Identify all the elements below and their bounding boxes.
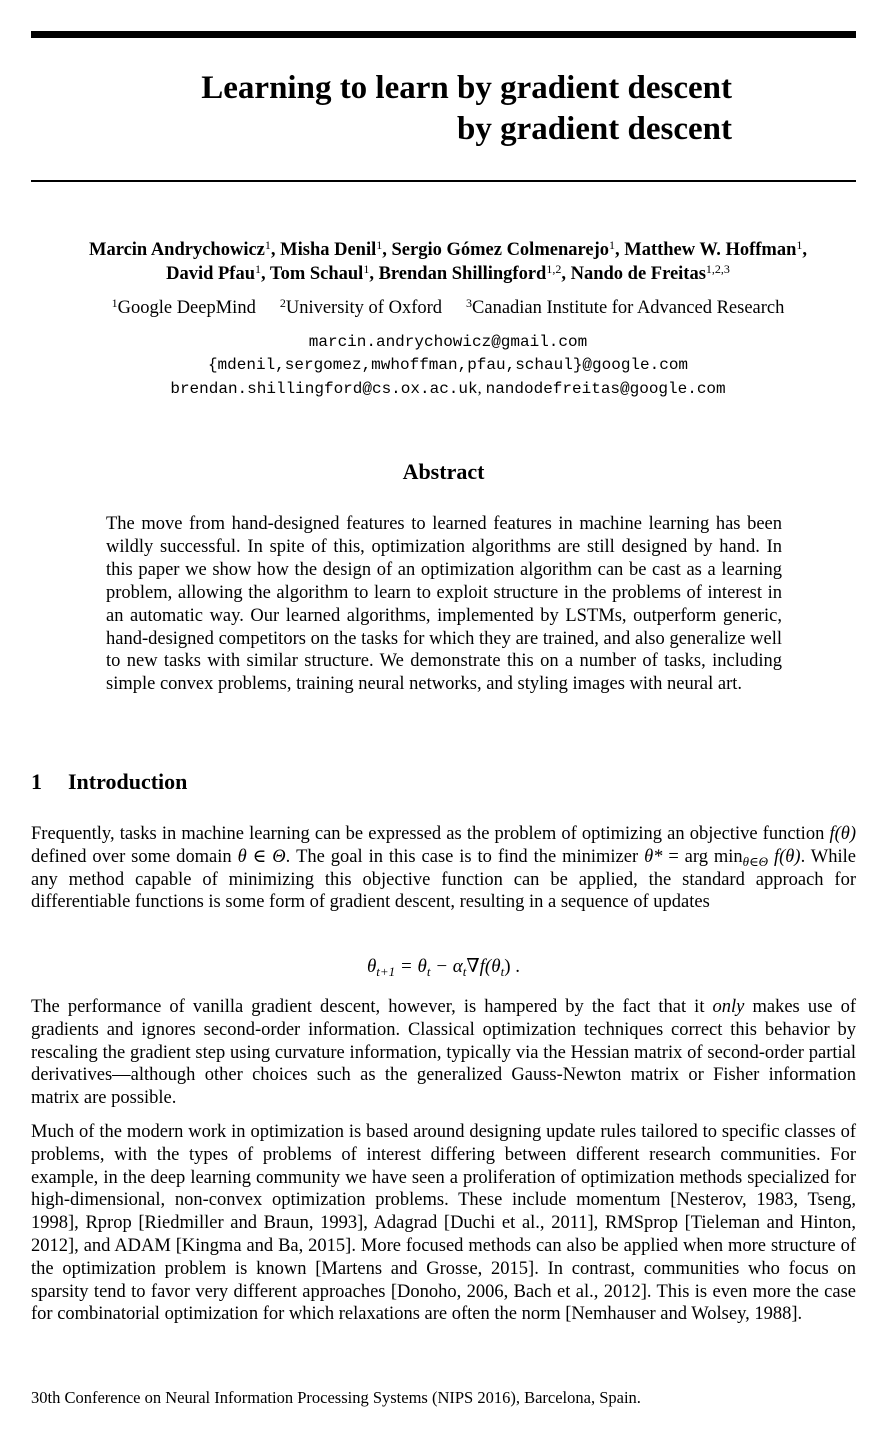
text-run: The performance of vanilla gradient descent, however, is hampered by the fact that it (31, 997, 713, 1017)
section-title: Introduction (68, 769, 188, 794)
intro-paragraph-3: Much of the modern work in optimization is based around designing update rules tailored to specific classes of problems, with the types of problems of interest differing between different research communities. For example, in the deep learning community we have seen a proliferation of optimization methods specialized for high-dimensional, non-convex optimization problems. These include momentum [Nesterov, 1983, Tseng, 1998], Rprop [Riedmiller and Braun, 1993], Adagrad [Duchi et al., 2011], RMSprop [Tieleman and Hinton, 2012], and ADAM [Kingma and Ba, 2015]. More focused methods can also be applied when more structure of the optimization problem is known [Martens and Grosse, 2015]. In contrast, communities who focus on sparsity tend to favor very different approaches [Donoho, 2006, Bach et al., 2012]. This is even more the case for combinatorial optimization for which relaxations are often the norm [Nemhauser and Wolsey, 1988]. (31, 1122, 856, 1325)
author-affiliation-mark: 1,2 (546, 262, 562, 276)
author-name: David Pfau (166, 264, 255, 284)
author-separator: , (802, 240, 808, 260)
text-run: . The goal in this case is to find the minimizer (285, 846, 645, 867)
text-run: makes use of gradients and ignores second-order information. Classical optimization techniques correct this behavior by rescaling the gradient step using curvature information, typically via the Hessian matrix of second-order partial derivatives—although other choices such as the generalized Gauss-Newton matrix or Fisher information matrix are possible. (31, 997, 856, 1109)
math-subscript: t (426, 964, 431, 979)
text-run: defined over some domain (31, 846, 238, 867)
math-inline: f(θ) (768, 846, 801, 867)
abstract-heading: Abstract (402, 459, 485, 484)
math-subscript: t+1 (376, 964, 396, 979)
title-bottom-rule (31, 180, 856, 182)
author-name: Matthew W. Hoffman (624, 240, 797, 260)
affiliation-name: University of Oxford (285, 298, 443, 318)
email-address: brendan.shillingford@cs.ox.ac.uk (170, 380, 478, 398)
author-affiliation-mark: 1 (608, 238, 615, 252)
email-address: nandodefreitas@google.com (485, 380, 726, 398)
math-inline: θ* (644, 846, 663, 867)
author-line-2 (20, 262, 876, 286)
affiliation-number: 3 (466, 296, 473, 310)
affiliation-number: 1 (111, 296, 118, 310)
emphasis: only (712, 997, 745, 1017)
author-separator: , (614, 240, 625, 260)
author-separator: , (561, 264, 571, 284)
math-subscript: θ∈Θ (742, 853, 769, 869)
author-affiliation-mark: 1 (255, 262, 261, 276)
title-line-2: by gradient descent (457, 111, 732, 147)
author-name: Marcin Andrychowicz (88, 240, 265, 260)
math-subscript: t (462, 964, 467, 979)
math-subscript: t (500, 964, 505, 979)
intro-paragraph-1 (31, 823, 856, 914)
email-block (20, 331, 876, 401)
conference-footnote: 30th Conference on Neural Information Processing Systems (NIPS 2016), Barcelona, Spain. (31, 1388, 641, 1407)
author-affiliation-mark: 1 (796, 238, 803, 252)
email-line-3: brendan.shillingford@cs.ox.ac.uk, nandodefreitas@google.com (170, 380, 726, 398)
affiliation-name: Google DeepMind (117, 298, 256, 318)
author-affiliation-mark: 1 (376, 238, 383, 252)
email-line-1: marcin.andrychowicz@gmail.com (308, 333, 588, 351)
author-line-1 (20, 238, 876, 262)
top-rule (31, 31, 856, 38)
math-symbol: − α (430, 956, 463, 977)
math-symbol: θ (366, 956, 377, 977)
author-separator: , (270, 240, 281, 260)
title-line-1: Learning to learn by gradient descent (201, 70, 732, 106)
author-separator: , (261, 264, 270, 284)
author-list (20, 238, 876, 286)
math-inline: θ ∈ Θ (237, 846, 286, 867)
author-name: Brendan Shillingford (378, 264, 547, 284)
section-heading (31, 768, 187, 796)
update-equation (31, 955, 856, 979)
section-number: 1 (31, 769, 42, 794)
math-symbol: ) . (504, 956, 521, 977)
author-affiliation-mark: 1,2,3 (705, 262, 730, 276)
math-inline: = arg min (662, 846, 743, 867)
math-symbol: = θ (395, 956, 427, 977)
author-affiliation-mark: 1 (264, 238, 271, 252)
affiliation-number: 2 (279, 296, 286, 310)
affiliation-name: Canadian Institute for Advanced Research (472, 298, 785, 318)
paper-title (31, 68, 732, 150)
author-separator: , (382, 240, 392, 260)
affiliations (20, 296, 876, 320)
text-run: . While any method capable of minimizing this objective function can be applied, the standard approach for differentiable functions is some form of gradient descent, resulting in a sequence of updates (31, 846, 856, 913)
author-separator: , (369, 264, 379, 284)
intro-paragraph-2 (31, 996, 856, 1110)
abstract-text: The move from hand-designed features to learned features in machine learning has been wildly successful. In spite of this, optimization algorithms are still designed by hand. In this paper we show how the design of an optimization algorithm can be cast as a learning problem, allowing the algorithm to learn to exploit structure in the problems of interest in an automatic way. Our learned algorithms, implemented by LSTMs, outperform generic, hand-designed competitors on the tasks for which they are trained, and also generalize well to new tasks with similar structure. We demonstrate this on a number of tasks, including simple convex problems, training neural networks, and styling images with neural art. (106, 514, 782, 695)
author-name: Tom Schaul (269, 264, 364, 284)
author-name: Sergio Gómez Colmenarejo (391, 240, 609, 260)
email-line-2: {mdenil,sergomez,mwhoffman,pfau,schaul}@google.com (207, 356, 689, 374)
math-symbol: ∇f(θ (466, 956, 501, 977)
text-run: Frequently, tasks in machine learning can be expressed as the problem of optimizing an objective function (31, 824, 830, 844)
math-inline: f(θ) (829, 824, 856, 844)
author-name: Nando de Freitas (570, 264, 706, 284)
author-name: Misha Denil (280, 240, 377, 260)
author-affiliation-mark: 1 (363, 262, 370, 276)
